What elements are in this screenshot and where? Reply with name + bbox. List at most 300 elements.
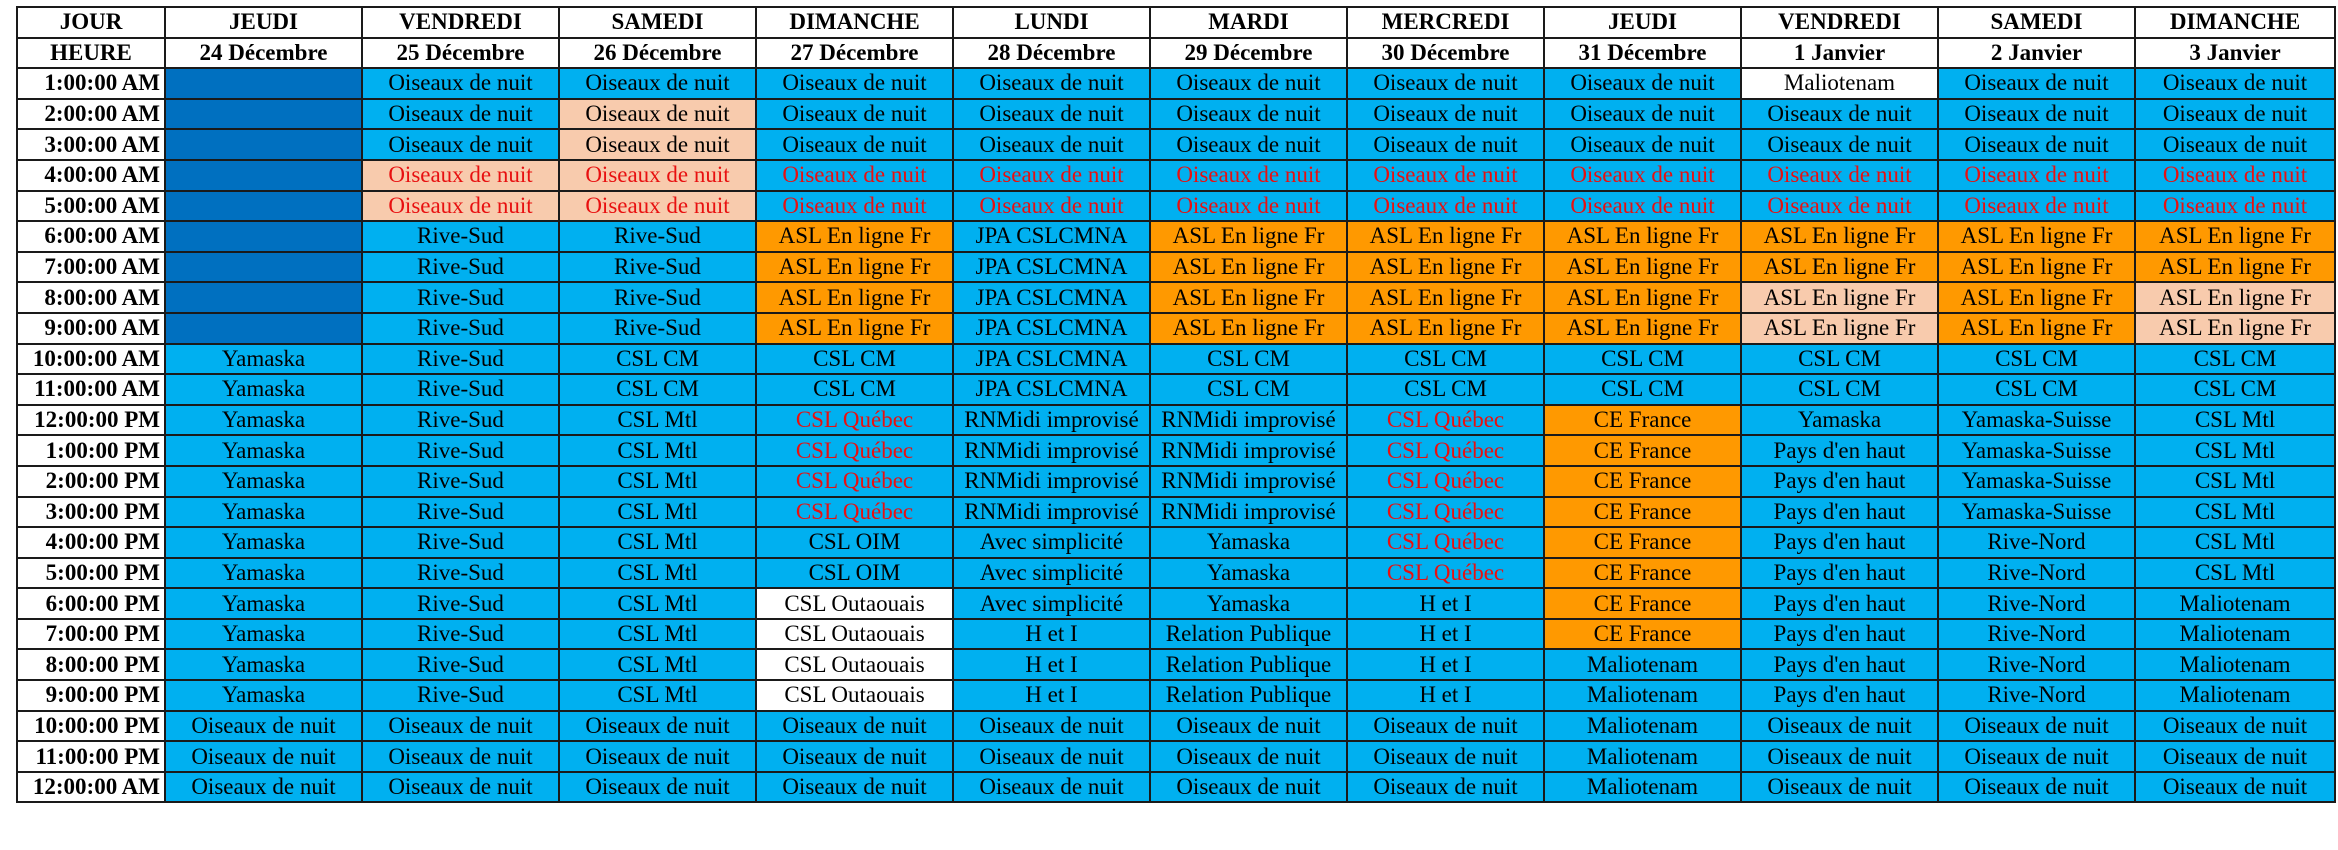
schedule-cell[interactable]: Oiseaux de nuit (559, 772, 756, 803)
schedule-cell[interactable]: Yamaska (1150, 588, 1347, 619)
schedule-cell[interactable]: CSL Québec (756, 466, 953, 497)
schedule-row (17, 405, 2335, 436)
schedule-cell[interactable]: Yamaska (165, 649, 362, 680)
schedule-cell[interactable]: Pays d'en haut (1741, 497, 1938, 528)
schedule-cell[interactable]: RNMidi improvisé (1150, 405, 1347, 436)
schedule-cell[interactable]: Oiseaux de nuit (559, 191, 756, 222)
schedule-cell[interactable]: H et I (953, 649, 1150, 680)
day-name: VENDREDI (1741, 7, 1938, 38)
schedule-cell[interactable] (165, 68, 362, 99)
schedule-cell[interactable]: Oiseaux de nuit (756, 68, 953, 99)
schedule-cell[interactable]: Oiseaux de nuit (165, 711, 362, 742)
schedule-cell[interactable]: Oiseaux de nuit (1544, 191, 1741, 222)
schedule-cell[interactable]: ASL En ligne Fr (756, 221, 953, 252)
schedule-cell[interactable]: Yamaska (165, 680, 362, 711)
schedule-body (17, 68, 2335, 802)
schedule-cell[interactable]: Rive-Sud (559, 252, 756, 283)
schedule-cell[interactable]: CSL Québec (756, 497, 953, 528)
schedule-cell[interactable]: Oiseaux de nuit (1741, 129, 1938, 160)
schedule-cell[interactable]: CSL Mtl (559, 405, 756, 436)
day-date: 1 Janvier (1741, 38, 1938, 69)
schedule-cell[interactable]: CSL CM (1347, 344, 1544, 375)
schedule-cell[interactable]: Maliotenam (1741, 68, 1938, 99)
schedule-cell[interactable]: Yamaska-Suisse (1938, 435, 2135, 466)
schedule-cell[interactable]: Rive-Nord (1938, 649, 2135, 680)
schedule-cell[interactable] (165, 160, 362, 191)
schedule-cell[interactable]: Rive-Sud (362, 221, 559, 252)
schedule-cell[interactable]: Oiseaux de nuit (1150, 711, 1347, 742)
schedule-cell[interactable]: CSL CM (756, 344, 953, 375)
schedule-cell[interactable]: Relation Publique (1150, 649, 1347, 680)
schedule-cell[interactable]: Oiseaux de nuit (1150, 772, 1347, 803)
schedule-cell[interactable]: ASL En ligne Fr (756, 282, 953, 313)
schedule-cell[interactable]: Oiseaux de nuit (1347, 99, 1544, 130)
schedule-cell[interactable]: Relation Publique (1150, 680, 1347, 711)
schedule-cell[interactable]: Oiseaux de nuit (2135, 191, 2335, 222)
schedule-cell[interactable]: Oiseaux de nuit (362, 99, 559, 130)
schedule-cell[interactable]: Oiseaux de nuit (1741, 99, 1938, 130)
time-slot-label: 3:00:00 PM (17, 497, 165, 528)
schedule-cell[interactable]: ASL En ligne Fr (2135, 252, 2335, 283)
schedule-cell[interactable]: Rive-Sud (362, 466, 559, 497)
schedule-cell[interactable]: CE France (1544, 619, 1741, 650)
schedule-cell[interactable]: CSL Mtl (2135, 558, 2335, 589)
schedule-cell[interactable]: ASL En ligne Fr (1544, 252, 1741, 283)
schedule-cell[interactable]: Rive-Sud (362, 680, 559, 711)
schedule-cell[interactable]: CSL CM (1741, 374, 1938, 405)
schedule-cell[interactable]: Rive-Sud (559, 221, 756, 252)
day-date: 28 Décembre (953, 38, 1150, 69)
schedule-cell[interactable]: Oiseaux de nuit (1938, 129, 2135, 160)
schedule-cell[interactable]: CSL CM (1741, 344, 1938, 375)
schedule-cell[interactable] (165, 313, 362, 344)
schedule-cell[interactable]: Oiseaux de nuit (756, 129, 953, 160)
schedule-cell[interactable]: Oiseaux de nuit (1544, 68, 1741, 99)
schedule-row (17, 527, 2335, 558)
schedule-cell[interactable]: Yamaska (165, 527, 362, 558)
schedule-cell[interactable]: CE France (1544, 527, 1741, 558)
time-slot-label: 5:00:00 AM (17, 191, 165, 222)
schedule-cell[interactable]: Oiseaux de nuit (756, 191, 953, 222)
schedule-cell[interactable]: Pays d'en haut (1741, 680, 1938, 711)
schedule-cell[interactable]: CSL CM (2135, 344, 2335, 375)
schedule-cell[interactable]: CE France (1544, 405, 1741, 436)
schedule-cell[interactable]: CE France (1544, 558, 1741, 589)
schedule-cell[interactable]: CSL Mtl (559, 649, 756, 680)
schedule-cell[interactable]: Yamaska (165, 619, 362, 650)
schedule-cell[interactable]: JPA CSLCMNA (953, 313, 1150, 344)
schedule-cell[interactable]: ASL En ligne Fr (1544, 282, 1741, 313)
schedule-cell[interactable]: Pays d'en haut (1741, 558, 1938, 589)
schedule-cell[interactable]: Oiseaux de nuit (1150, 129, 1347, 160)
schedule-cell[interactable]: Oiseaux de nuit (1150, 99, 1347, 130)
day-date: 29 Décembre (1150, 38, 1347, 69)
schedule-cell[interactable]: CSL Mtl (2135, 527, 2335, 558)
schedule-cell[interactable]: Oiseaux de nuit (1347, 160, 1544, 191)
schedule-cell[interactable]: Oiseaux de nuit (362, 772, 559, 803)
schedule-cell[interactable]: Oiseaux de nuit (1938, 772, 2135, 803)
schedule-cell[interactable]: Oiseaux de nuit (2135, 772, 2335, 803)
schedule-cell[interactable]: CSL Outaouais (756, 680, 953, 711)
day-name: DIMANCHE (756, 7, 953, 38)
schedule-cell[interactable]: CSL Mtl (559, 680, 756, 711)
schedule-cell[interactable]: Yamaska (1741, 405, 1938, 436)
schedule-cell[interactable]: Yamaska-Suisse (1938, 466, 2135, 497)
schedule-cell[interactable]: Rive-Sud (362, 344, 559, 375)
schedule-row (17, 221, 2335, 252)
schedule-cell[interactable]: Oiseaux de nuit (2135, 68, 2335, 99)
schedule-cell[interactable]: Oiseaux de nuit (1741, 160, 1938, 191)
time-slot-label: 9:00:00 AM (17, 313, 165, 344)
time-slot-label: 4:00:00 PM (17, 527, 165, 558)
schedule-row (17, 282, 2335, 313)
schedule-cell[interactable]: Oiseaux de nuit (1741, 711, 1938, 742)
day-date: 2 Janvier (1938, 38, 2135, 69)
schedule-cell[interactable]: ASL En ligne Fr (1150, 221, 1347, 252)
schedule-row (17, 772, 2335, 803)
schedule-cell[interactable]: RNMidi improvisé (953, 497, 1150, 528)
schedule-cell[interactable]: CSL Mtl (2135, 466, 2335, 497)
schedule-cell[interactable]: ASL En ligne Fr (2135, 313, 2335, 344)
schedule-cell[interactable]: CSL Mtl (559, 435, 756, 466)
schedule-cell[interactable]: Pays d'en haut (1741, 619, 1938, 650)
schedule-cell[interactable]: CSL Québec (1347, 527, 1544, 558)
schedule-cell[interactable]: Yamaska (165, 558, 362, 589)
schedule-row (17, 160, 2335, 191)
schedule-cell[interactable]: ASL En ligne Fr (1741, 221, 1938, 252)
schedule-cell[interactable]: Maliotenam (1544, 772, 1741, 803)
schedule-cell[interactable]: Rive-Sud (362, 649, 559, 680)
schedule-cell[interactable]: Rive-Sud (362, 588, 559, 619)
schedule-cell[interactable]: ASL En ligne Fr (1150, 282, 1347, 313)
schedule-cell[interactable]: ASL En ligne Fr (2135, 282, 2335, 313)
day-date: 26 Décembre (559, 38, 756, 69)
schedule-cell[interactable]: Oiseaux de nuit (1150, 68, 1347, 99)
schedule-row (17, 741, 2335, 772)
schedule-cell[interactable]: Oiseaux de nuit (1938, 711, 2135, 742)
schedule-cell[interactable]: Rive-Nord (1938, 680, 2135, 711)
schedule-cell[interactable]: CSL Mtl (559, 588, 756, 619)
schedule-cell[interactable]: Oiseaux de nuit (165, 772, 362, 803)
schedule-cell[interactable]: Maliotenam (1544, 649, 1741, 680)
schedule-cell[interactable]: Yamaska (165, 374, 362, 405)
schedule-cell[interactable]: Oiseaux de nuit (559, 68, 756, 99)
schedule-cell[interactable]: RNMidi improvisé (1150, 497, 1347, 528)
schedule-cell[interactable]: ASL En ligne Fr (1150, 313, 1347, 344)
schedule-cell[interactable]: CSL Mtl (559, 558, 756, 589)
schedule-cell[interactable]: Rive-Nord (1938, 558, 2135, 589)
schedule-cell[interactable]: Yamaska (165, 588, 362, 619)
schedule-cell[interactable]: Yamaska (165, 497, 362, 528)
schedule-cell[interactable]: CSL CM (756, 374, 953, 405)
schedule-cell[interactable]: JPA CSLCMNA (953, 344, 1150, 375)
schedule-cell[interactable]: CSL CM (1544, 374, 1741, 405)
time-slot-label: 7:00:00 PM (17, 619, 165, 650)
schedule-cell[interactable]: Yamaska (1150, 527, 1347, 558)
schedule-cell[interactable]: Oiseaux de nuit (362, 68, 559, 99)
schedule-cell[interactable]: Pays d'en haut (1741, 466, 1938, 497)
schedule-cell[interactable]: ASL En ligne Fr (1544, 221, 1741, 252)
schedule-cell[interactable]: CSL Outaouais (756, 619, 953, 650)
schedule-cell[interactable]: Rive-Sud (362, 252, 559, 283)
schedule-cell[interactable]: ASL En ligne Fr (1544, 313, 1741, 344)
schedule-cell[interactable]: CSL Outaouais (756, 649, 953, 680)
day-date: 25 Décembre (362, 38, 559, 69)
schedule-cell[interactable] (165, 99, 362, 130)
schedule-cell[interactable]: ASL En ligne Fr (1938, 221, 2135, 252)
schedule-cell[interactable]: Yamaska (1150, 558, 1347, 589)
schedule-cell[interactable]: Avec simplicité (953, 527, 1150, 558)
schedule-cell[interactable]: Rive-Sud (559, 282, 756, 313)
schedule-cell[interactable]: ASL En ligne Fr (1347, 252, 1544, 283)
schedule-cell[interactable]: H et I (953, 619, 1150, 650)
schedule-cell[interactable]: Oiseaux de nuit (2135, 741, 2335, 772)
schedule-cell[interactable]: Yamaska (165, 435, 362, 466)
schedule-cell[interactable]: Pays d'en haut (1741, 435, 1938, 466)
schedule-cell[interactable]: Yamaska-Suisse (1938, 497, 2135, 528)
schedule-cell[interactable]: CE France (1544, 588, 1741, 619)
schedule-cell[interactable]: Rive-Sud (362, 282, 559, 313)
schedule-cell[interactable]: H et I (1347, 649, 1544, 680)
schedule-cell[interactable]: CSL Mtl (559, 497, 756, 528)
schedule-cell[interactable]: CSL Québec (1347, 435, 1544, 466)
schedule-cell[interactable]: Oiseaux de nuit (559, 99, 756, 130)
schedule-cell[interactable]: ASL En ligne Fr (1938, 313, 2135, 344)
schedule-cell[interactable]: Oiseaux de nuit (1347, 68, 1544, 99)
time-slot-label: 6:00:00 AM (17, 221, 165, 252)
day-name: MARDI (1150, 7, 1347, 38)
schedule-cell[interactable]: Oiseaux de nuit (559, 129, 756, 160)
schedule-cell[interactable]: CSL CM (1938, 344, 2135, 375)
schedule-cell[interactable]: Pays d'en haut (1741, 527, 1938, 558)
schedule-cell[interactable]: Pays d'en haut (1741, 649, 1938, 680)
schedule-cell[interactable]: Avec simplicité (953, 558, 1150, 589)
schedule-cell[interactable]: Oiseaux de nuit (2135, 99, 2335, 130)
schedule-cell[interactable]: Oiseaux de nuit (2135, 160, 2335, 191)
schedule-cell[interactable]: JPA CSLCMNA (953, 221, 1150, 252)
schedule-cell[interactable]: RNMidi improvisé (1150, 435, 1347, 466)
schedule-cell[interactable]: ASL En ligne Fr (1741, 252, 1938, 283)
schedule-cell[interactable]: Oiseaux de nuit (1347, 711, 1544, 742)
schedule-cell[interactable]: Oiseaux de nuit (953, 772, 1150, 803)
schedule-cell[interactable]: CSL Québec (1347, 405, 1544, 436)
schedule-cell[interactable]: CSL OIM (756, 527, 953, 558)
schedule-cell[interactable]: CSL Québec (1347, 466, 1544, 497)
schedule-cell[interactable]: JPA CSLCMNA (953, 252, 1150, 283)
schedule-cell[interactable]: Oiseaux de nuit (953, 711, 1150, 742)
schedule-cell[interactable]: CSL OIM (756, 558, 953, 589)
schedule-cell[interactable]: Oiseaux de nuit (1741, 191, 1938, 222)
schedule-cell[interactable]: Oiseaux de nuit (1938, 68, 2135, 99)
schedule-cell[interactable]: ASL En ligne Fr (1938, 252, 2135, 283)
schedule-cell[interactable]: Rive-Sud (362, 313, 559, 344)
schedule-cell[interactable]: Oiseaux de nuit (2135, 129, 2335, 160)
schedule-cell[interactable]: CSL Mtl (559, 527, 756, 558)
schedule-cell[interactable]: Oiseaux de nuit (1938, 99, 2135, 130)
schedule-cell[interactable]: Oiseaux de nuit (559, 711, 756, 742)
schedule-cell[interactable]: Yamaska (165, 405, 362, 436)
schedule-cell[interactable]: Oiseaux de nuit (1150, 741, 1347, 772)
schedule-cell[interactable]: Oiseaux de nuit (1938, 160, 2135, 191)
schedule-cell[interactable]: CSL Mtl (2135, 435, 2335, 466)
schedule-cell[interactable]: ASL En ligne Fr (1347, 221, 1544, 252)
schedule-cell[interactable]: RNMidi improvisé (953, 405, 1150, 436)
schedule-cell[interactable]: ASL En ligne Fr (1741, 282, 1938, 313)
schedule-cell[interactable]: Oiseaux de nuit (953, 68, 1150, 99)
schedule-cell[interactable]: Oiseaux de nuit (559, 160, 756, 191)
schedule-row (17, 252, 2335, 283)
schedule-cell[interactable]: Rive-Sud (362, 405, 559, 436)
schedule-cell[interactable]: Oiseaux de nuit (362, 160, 559, 191)
schedule-cell[interactable]: JPA CSLCMNA (953, 282, 1150, 313)
schedule-row (17, 68, 2335, 99)
schedule-cell[interactable]: Oiseaux de nuit (362, 191, 559, 222)
schedule-cell[interactable]: CSL CM (1938, 374, 2135, 405)
schedule-cell[interactable]: Oiseaux de nuit (1938, 191, 2135, 222)
schedule-cell[interactable]: CSL CM (2135, 374, 2335, 405)
schedule-cell[interactable] (165, 282, 362, 313)
schedule-cell[interactable]: Oiseaux de nuit (756, 741, 953, 772)
time-slot-label: 4:00:00 AM (17, 160, 165, 191)
schedule-cell[interactable]: Oiseaux de nuit (756, 99, 953, 130)
schedule-cell[interactable]: Oiseaux de nuit (1741, 741, 1938, 772)
schedule-cell[interactable] (165, 221, 362, 252)
schedule-cell[interactable]: Rive-Sud (362, 558, 559, 589)
schedule-cell[interactable]: Maliotenam (2135, 588, 2335, 619)
schedule-cell[interactable]: Oiseaux de nuit (1150, 191, 1347, 222)
schedule-cell[interactable]: CSL Québec (756, 435, 953, 466)
schedule-cell[interactable]: CE France (1544, 497, 1741, 528)
schedule-cell[interactable]: Rive-Nord (1938, 588, 2135, 619)
schedule-cell[interactable]: ASL En ligne Fr (1150, 252, 1347, 283)
day-date: 27 Décembre (756, 38, 953, 69)
schedule-cell[interactable]: CSL Québec (1347, 497, 1544, 528)
schedule-cell[interactable]: ASL En ligne Fr (2135, 221, 2335, 252)
schedule-cell[interactable]: Rive-Sud (362, 497, 559, 528)
schedule-row (17, 313, 2335, 344)
schedule-cell[interactable]: ASL En ligne Fr (756, 252, 953, 283)
schedule-cell[interactable]: Oiseaux de nuit (953, 99, 1150, 130)
schedule-cell[interactable]: RNMidi improvisé (953, 435, 1150, 466)
day-name: VENDREDI (362, 7, 559, 38)
schedule-cell[interactable]: Rive-Nord (1938, 527, 2135, 558)
schedule-cell[interactable]: CSL Mtl (559, 619, 756, 650)
schedule-cell[interactable]: Maliotenam (1544, 680, 1741, 711)
schedule-cell[interactable]: Oiseaux de nuit (1544, 99, 1741, 130)
schedule-cell[interactable]: CSL Mtl (559, 466, 756, 497)
schedule-cell[interactable]: Oiseaux de nuit (1741, 772, 1938, 803)
schedule-cell[interactable]: Oiseaux de nuit (362, 711, 559, 742)
schedule-cell[interactable]: CE France (1544, 435, 1741, 466)
schedule-cell[interactable]: H et I (953, 680, 1150, 711)
schedule-cell[interactable]: H et I (1347, 619, 1544, 650)
schedule-cell[interactable]: Oiseaux de nuit (953, 129, 1150, 160)
schedule-cell[interactable]: CSL CM (1150, 374, 1347, 405)
day-name: SAMEDI (1938, 7, 2135, 38)
day-name: SAMEDI (559, 7, 756, 38)
schedule-cell[interactable]: Oiseaux de nuit (559, 741, 756, 772)
schedule-cell[interactable]: Oiseaux de nuit (953, 160, 1150, 191)
schedule-cell[interactable]: Oiseaux de nuit (756, 160, 953, 191)
schedule-cell[interactable] (165, 191, 362, 222)
schedule-cell[interactable]: RNMidi improvisé (1150, 466, 1347, 497)
schedule-cell[interactable]: CSL Mtl (2135, 497, 2335, 528)
schedule-cell[interactable]: H et I (1347, 680, 1544, 711)
schedule-cell[interactable]: CSL CM (1150, 344, 1347, 375)
schedule-cell[interactable]: RNMidi improvisé (953, 466, 1150, 497)
schedule-cell[interactable]: ASL En ligne Fr (1347, 313, 1544, 344)
schedule-cell[interactable]: Rive-Nord (1938, 619, 2135, 650)
schedule-cell[interactable]: H et I (1347, 588, 1544, 619)
schedule-cell[interactable]: CSL CM (1347, 374, 1544, 405)
time-slot-label: 1:00:00 PM (17, 435, 165, 466)
schedule-cell[interactable]: CSL CM (559, 374, 756, 405)
schedule-cell[interactable]: Maliotenam (2135, 649, 2335, 680)
schedule-cell[interactable]: Oiseaux de nuit (165, 741, 362, 772)
schedule-cell[interactable]: Oiseaux de nuit (953, 741, 1150, 772)
schedule-cell[interactable]: ASL En ligne Fr (1741, 313, 1938, 344)
schedule-cell[interactable]: Oiseaux de nuit (362, 741, 559, 772)
schedule-cell[interactable]: Oiseaux de nuit (1347, 772, 1544, 803)
schedule-cell[interactable]: Maliotenam (2135, 680, 2335, 711)
schedule-cell[interactable]: Oiseaux de nuit (1150, 160, 1347, 191)
schedule-cell[interactable]: Oiseaux de nuit (756, 772, 953, 803)
schedule-cell[interactable]: Oiseaux de nuit (756, 711, 953, 742)
schedule-cell[interactable]: CSL Québec (1347, 558, 1544, 589)
schedule-cell[interactable]: CSL CM (1544, 344, 1741, 375)
schedule-cell[interactable]: CE France (1544, 466, 1741, 497)
schedule-cell[interactable]: CSL Québec (756, 405, 953, 436)
schedule-cell[interactable]: Yamaska-Suisse (1938, 405, 2135, 436)
schedule-cell[interactable]: ASL En ligne Fr (1938, 282, 2135, 313)
day-name: JEUDI (165, 7, 362, 38)
schedule-cell[interactable]: Rive-Sud (362, 435, 559, 466)
schedule-cell[interactable]: Oiseaux de nuit (1347, 191, 1544, 222)
schedule-cell[interactable]: Oiseaux de nuit (1347, 129, 1544, 160)
schedule-cell[interactable]: ASL En ligne Fr (756, 313, 953, 344)
schedule-cell[interactable]: Oiseaux de nuit (1938, 741, 2135, 772)
schedule-cell[interactable]: Oiseaux de nuit (953, 191, 1150, 222)
schedule-cell[interactable]: CSL CM (559, 344, 756, 375)
schedule-row (17, 619, 2335, 650)
schedule-cell[interactable]: Oiseaux de nuit (1544, 160, 1741, 191)
schedule-cell[interactable]: Rive-Sud (362, 374, 559, 405)
schedule-cell[interactable]: Oiseaux de nuit (1544, 129, 1741, 160)
schedule-cell[interactable] (165, 252, 362, 283)
schedule-cell[interactable]: Rive-Sud (559, 313, 756, 344)
schedule-cell[interactable]: Maliotenam (1544, 741, 1741, 772)
schedule-cell[interactable]: Maliotenam (2135, 619, 2335, 650)
schedule-cell[interactable]: Yamaska (165, 466, 362, 497)
schedule-cell[interactable]: Oiseaux de nuit (2135, 711, 2335, 742)
schedule-cell[interactable]: Oiseaux de nuit (362, 129, 559, 160)
schedule-cell[interactable]: Oiseaux de nuit (1347, 741, 1544, 772)
schedule-cell[interactable]: Yamaska (165, 344, 362, 375)
schedule-cell[interactable]: Maliotenam (1544, 711, 1741, 742)
schedule-cell[interactable]: Pays d'en haut (1741, 588, 1938, 619)
schedule-cell[interactable]: Avec simplicité (953, 588, 1150, 619)
schedule-cell[interactable]: Relation Publique (1150, 619, 1347, 650)
schedule-cell[interactable]: Rive-Sud (362, 527, 559, 558)
schedule-row (17, 680, 2335, 711)
schedule-cell[interactable]: CSL Outaouais (756, 588, 953, 619)
schedule-cell[interactable]: Rive-Sud (362, 619, 559, 650)
schedule-row (17, 129, 2335, 160)
schedule-cell[interactable]: CSL Mtl (2135, 405, 2335, 436)
schedule-cell[interactable] (165, 129, 362, 160)
schedule-cell[interactable]: ASL En ligne Fr (1347, 282, 1544, 313)
schedule-cell[interactable]: JPA CSLCMNA (953, 374, 1150, 405)
